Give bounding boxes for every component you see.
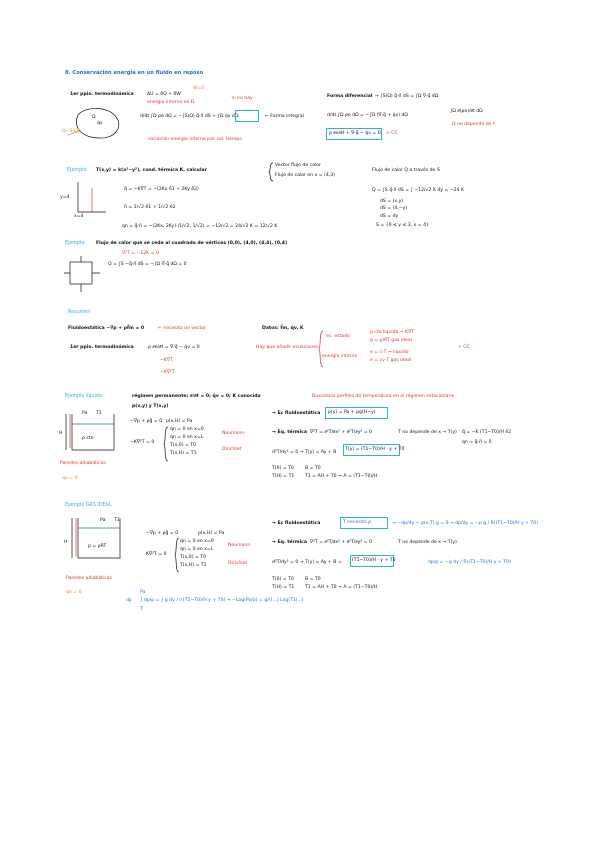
liq-e-eq: ∇²T = ∂²T/∂x² + ∂²T/∂y² = 0 [310,430,372,435]
gas-bc3: B = T0 [305,577,321,582]
liq-pa: Pa [82,411,88,416]
ej-liquido-label: Ejemplo líquido: [65,394,104,399]
liq-conditions-brace [163,426,169,462]
gas-final-dp: dp [126,598,132,603]
brace [268,162,274,182]
gas-ode-boxed: (T1−T0)/H · y + T0 [352,558,396,563]
gas-t1: T1 [114,518,120,523]
example-1-step-1: q⃗ = −K∇T = −(2Kx ê1 + 2Ky ê2) [124,187,199,192]
gas-left-1b: p(x,H) = Pa [198,531,225,536]
gas-bc2: T(H) = T1 [272,585,295,590]
gas-bc4: T1 = AH + T0 → A = (T1−T0)/H [305,585,378,590]
brace-item-2: Flujo de calor en x = (4,3) [275,173,335,178]
liq-h: H [59,431,63,436]
liq-c3: q̇n = 0 en x=L [170,435,204,440]
resumen-cc: + CC [458,345,470,350]
example-1-right-2: dS = (x,y) [380,199,404,204]
example-1-right-3: dS = (4,−y) [380,206,408,211]
diff-step-1: → ∫S(Ω) q⃗·n⃗ dS = ∫Ω ∇·q⃗ dΩ [375,94,439,99]
liq-bc4: T1 = AH + T0 → A = (T1−T0)/H [305,474,378,479]
resumen-brace [318,330,324,368]
square-diagram [62,254,102,298]
liq-e-note: T no depende de x → T(y) [398,430,457,435]
resumen-estado-a: ρ cte líquido → K∇T [370,330,415,335]
liq-bc1: T(0) = T0 [272,466,294,471]
gas-bc1: T(0) = T0 [272,577,294,582]
example-1-label: Ejemplo: [67,168,88,173]
orange-label: Ω−S(Ω) [62,129,80,134]
liq-f-title: → Ec fluidoestática [272,411,321,416]
liq-neumann: Neumann [222,431,245,436]
resumen-f1-note: ← necesito un vector [158,326,206,331]
example-2-prompt: Flujo de calor que se cede al cuadrado de vértices (0,0), (4,0), (4,4), (0,4) [96,241,288,246]
ppio-label: 1er ppio. termodinámica [70,92,134,97]
resumen-energia: energía interna [322,354,358,359]
diff-step-2: d/dt ∫Ω ρe dΩ = −∫Ω (∇·q⃗ + q̇v) dΩ [327,113,408,118]
ej-liquido-desc: régimen permanente; ∂/∂t = 0; q̇v = 0; K conocida [132,394,261,399]
liq-ode: d²T/dy² = 0 → T(y) = Ay + B [272,450,337,455]
gas-f-title: → Ec fluidoestática [272,521,321,526]
gas-left-1: −∇p + ρg⃗ = 0 [146,531,179,536]
blob-label: Ω [92,115,96,120]
resumen-label: Resumen [68,310,91,315]
blob-qv: q̇v [97,121,103,126]
gas-e-note: T no depende de x → T(y) [398,540,457,545]
red-note-si: si no hay [232,96,253,101]
liq-e-title: → Eq. térmica [272,430,307,435]
liq-ode-boxed: T(y) = (T1−T0)/H · y + T0 [345,447,405,452]
example-2-label: Ejemplo: [65,241,86,246]
liq-left-2: −K∇²T = 0 [130,440,155,445]
liq-right-2: qn = q⃗·n⃗ = 0 [462,440,492,445]
example-1-prompt: T(x,y) = k(x²−y²), cond. térmica K, calcular [96,168,207,173]
axis-x-label: x=4 [74,214,84,219]
liq-right-1: q⃗ = −K (T1−T0)/H ê2 [462,430,512,435]
example-1-right-5: S = {0 ≤ y ≤ 3, x = 4} [376,223,429,228]
qv-highlight-box [235,110,259,122]
brace-item-1: Vector flujo de calor [275,163,321,168]
resumen-fluidoestatica: Fluidoestática −∇p + ρf⃗m = 0 [68,326,145,331]
resumen-hay: Hay que añadir ecuaciones [256,345,319,350]
ej-liquido-pt: p(x,y) y T(x,y) [132,404,169,409]
liquid-tank-diagram [62,410,122,460]
forma-diferencial-title: Forma diferencial [327,94,373,99]
ej-gas-label: Ejemplo GAS IDEAL [65,503,112,508]
example-1-step-2: n⃗ = 1/√2 ê1 + 1/√2 ê2 [124,205,176,210]
resumen-energia-b: e = cv·T gas ideal [370,358,412,363]
ej-liquido-desc-red: Buscamos perfiles de temperatura en el régimen estacionario [312,394,455,399]
integral-eq: d/dt ∫Ω ρe dΩ = −∫S(Ω) q⃗·n⃗ dS + ∫Ω q̇v dΩ [140,114,239,119]
example-2-red: ∇²T = −12K = 0 [122,251,159,256]
liq-c1: p(x,H) = Pa [166,419,193,424]
section-title: 8. Conservación energía en un fluido en reposo [65,70,204,76]
liq-c4: T(x,0) = T0 [170,443,196,448]
liq-left-1: −∇p + ρg⃗ = 0 [130,419,163,424]
resumen-t4: −K∇²T [160,370,175,375]
gas-paredes: Paredes adiabáticas [66,576,112,581]
energy-balance-eq: ΔU = δQ + δW [147,92,181,97]
liq-pcte: ρ cte [82,436,94,441]
gas-f-boxed: T necesito ρ [343,520,372,525]
gas-prt: p = ρRT [88,544,107,549]
gas-left-2: K∇²T = 0 [146,552,167,557]
gas-e-title: → Eq. térmica [272,540,307,545]
gas-h: H [64,540,68,545]
cc-tag: + CC [386,131,398,136]
resumen-thermal-eq: ρ ∂e/∂t = ∇·q⃗ − q̇v = 0 [148,345,200,350]
resumen-t3: −K∇T [160,358,173,363]
liq-qn0: qn = 0 [62,476,78,481]
gas-ode: d²T/dy² = 0 → T(y) = Ay + B = [272,560,342,565]
gas-neumann: Neumann [228,543,251,548]
liq-c2: q̇n = 0 en x=0 [170,427,204,432]
example-1-right-4: dS = dy [380,214,399,219]
liq-paredes: Paredes adiabáticas [60,461,106,466]
gas-final: ∫ dp/p = ∫ g dy / r((T1−T0)/H y + T0) → −Log(Pa/p) = g/r(...) Log(T1/...) [140,598,304,603]
resumen-estado-b: ρ = ρ/RT gas ideal [370,338,412,343]
example-1-right-1: Q = ∫S q⃗·n⃗ dS = ∫ −12/√2 K dy = −24 K [372,188,464,193]
gas-c3: q̇n = 0 en x=L [180,547,214,552]
liq-dirichlet: Dirichlet [222,447,242,452]
axis-y-label: y=4 [60,195,70,200]
gas-e-eq: ∇²T = ∂²T/∂x² + ∂²T/∂y² = 0 [310,540,372,545]
liq-f-boxed: p(y) = Pa + ρg(H−y) [328,410,376,415]
liq-c5: T(x,H) = T1 [170,451,197,456]
gas-qn0: qn = 0 [66,590,82,595]
resumen-datos: Datos: f⃗m, q̇v, K [262,326,304,331]
diff-note: Ω no depende de t [452,122,495,127]
gas-pa: Pa [100,518,106,523]
forma-integral-label: ← Forma integral [265,114,304,119]
gas-c4: T(x,0) = T0 [180,555,206,560]
resumen-energia-a: e = c·T → líquido [370,350,409,355]
resumen-ppio: 1er ppio. termodinámica [70,345,134,350]
gas-f-chain: → −dp/dy − ρ(x,T) g = 0 → dp/dy = −p g / R((T1−T0)/H y + T0) [392,521,539,526]
example-1-step-3: qn = q⃗·n⃗ = −(2Kx, 2Ky)·(1/√2, 1/√2) = −12/√2 = 24/√2 K = 12/√2 K [122,224,278,229]
example-2-eq: Q = ∫S −q⃗·n⃗ dS = −∫Ω ∇·q⃗ dΩ = 0 [108,262,187,267]
diff-step-3: ∫Ω ∂(ρe)/∂t dΩ [450,109,483,114]
energy-eq-boxed: ρ ∂e/∂t + ∇·q⃗ − q̇v = 0 [329,131,381,136]
red-note-variation: variación energía interna por vol. tiempo [148,137,243,142]
gas-c5: T(x,H) = T1 [180,563,207,568]
liq-bc2: T(H) = T1 [272,474,295,479]
liq-bc3: B = T0 [305,466,321,471]
gas-dirichlet: Dirichlet [228,561,248,566]
gas-c2: q̇n = 0 en x=0 [180,539,214,544]
gas-frac: dp/p = −g dy / R((T1−T0)/H y + T0) [428,560,511,565]
liq-t1: T1 [96,411,102,416]
resumen-estado: ec. estado [326,334,350,339]
red-note-energy: energía interna en Ω [147,100,195,105]
gas-final-pa: Pa [140,590,146,595]
gas-final-T: T [140,607,143,612]
eq-note: Ẇ=0 [193,86,205,91]
example-1-right-title: Flujo de calor Q a través de S [372,168,440,173]
